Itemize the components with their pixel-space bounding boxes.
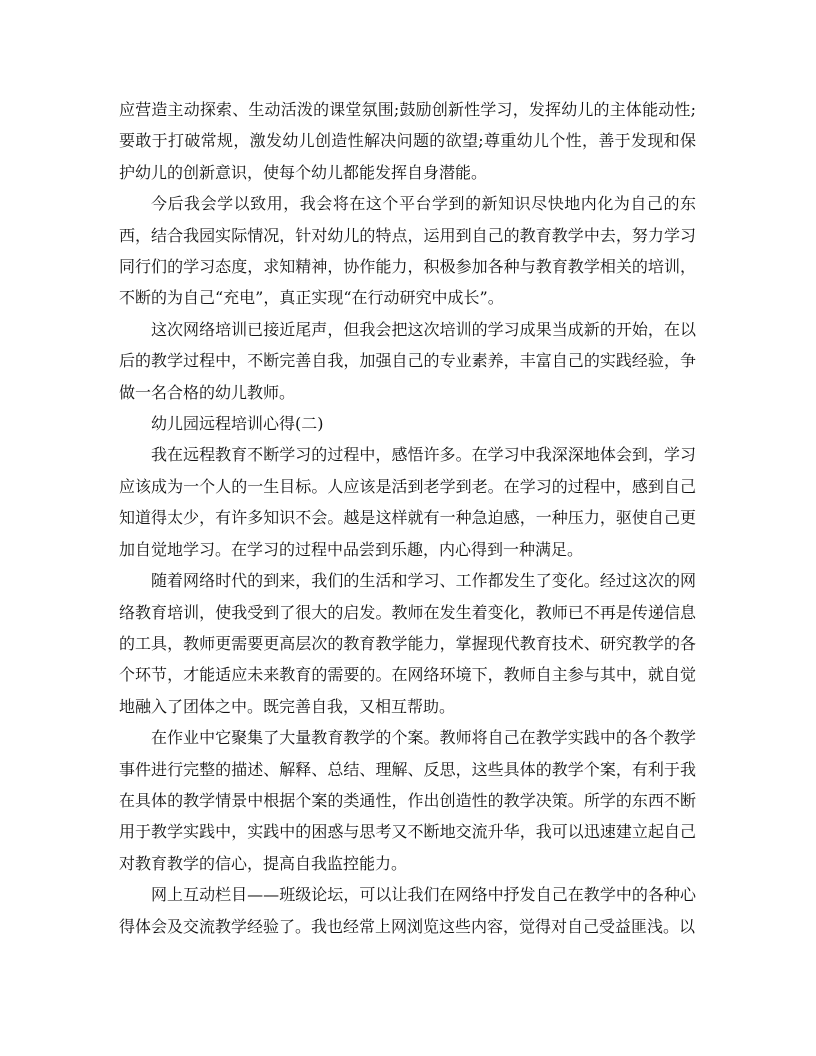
paragraph-5: 随着网络时代的到来，我们的生活和学习、工作都发生了变化。经过这次的网络教育培训，使我受到了很大的启发。教师在发生着变化，教师已不再是传递信息的工具，教师更需要更高层次的教育教学能力，掌握现代教育技术、研究教学的各个环节，才能适应未来教育的需要的。在网络环境下，教师自主参与其中，就自觉地融入了团体之中。既完善自我，又相互帮助。 — [119, 571, 696, 716]
document-body — [119, 94, 696, 942]
section-heading: 幼儿园远程培训心得(二) — [151, 414, 324, 434]
paragraph-3: 这次网络培训已接近尾声，但我会把这次培训的学习成果当成新的开始，在以后的教学过程中，不断完善自我，加强自己的专业素养，丰富自己的实践经验，争做一名合格的幼儿教师。 — [119, 319, 696, 402]
paragraph-6: 在作业中它聚集了大量教育教学的个案。教师将自己在教学实践中的各个教学事件进行完整的描述、解释、总结、理解、反思，这些具体的教学个案，有利于我在具体的教学情景中根据个案的类通性，作出创造性的教学决策。所学的东西不断用于教学实践中，实践中的困惑与思考又不断地交流升华，我可以迅速建立起自己对教育教学的信心，提高自我监控能力。 — [119, 728, 696, 873]
paragraph-7: 网上互动栏目——班级论坛，可以让我们在网络中抒发自己在教学中的各种心得体会及交流教学经验了。我也经常上网浏览这些内容，觉得对自己受益匪浅。以 — [119, 885, 696, 936]
paragraph-4: 我在远程教育不断学习的过程中，感悟许多。在学习中我深深地体会到，学习应该成为一个人的一生目标。人应该是活到老学到老。在学习的过程中，感到自己知道得太少，有许多知识不会。越是这样就有一种急迫感，一种压力，驱使自己更加自觉地学习。在学习的过程中品尝到乐趣，内心得到一种满足。 — [119, 445, 696, 559]
paragraph-2: 今后我会学以致用，我会将在这个平台学到的新知识尽快地内化为自己的东西，结合我园实际情况，针对幼儿的特点，运用到自己的教育教学中去，努力学习同行们的学习态度，求知精神，协作能力，积极参加各种与教育教学相关的培训，不断的为自己“充电”，真正实现“在行动研究中成长”。 — [119, 194, 696, 308]
paragraph-1: 应营造主动探索、生动活泼的课堂氛围;鼓励创新性学习，发挥幼儿的主体能动性;要敢于打破常规，激发幼儿创造性解决问题的欲望;尊重幼儿个性，善于发现和保护幼儿的创新意识，使每个幼儿都能发挥自身潜能。 — [119, 100, 696, 182]
